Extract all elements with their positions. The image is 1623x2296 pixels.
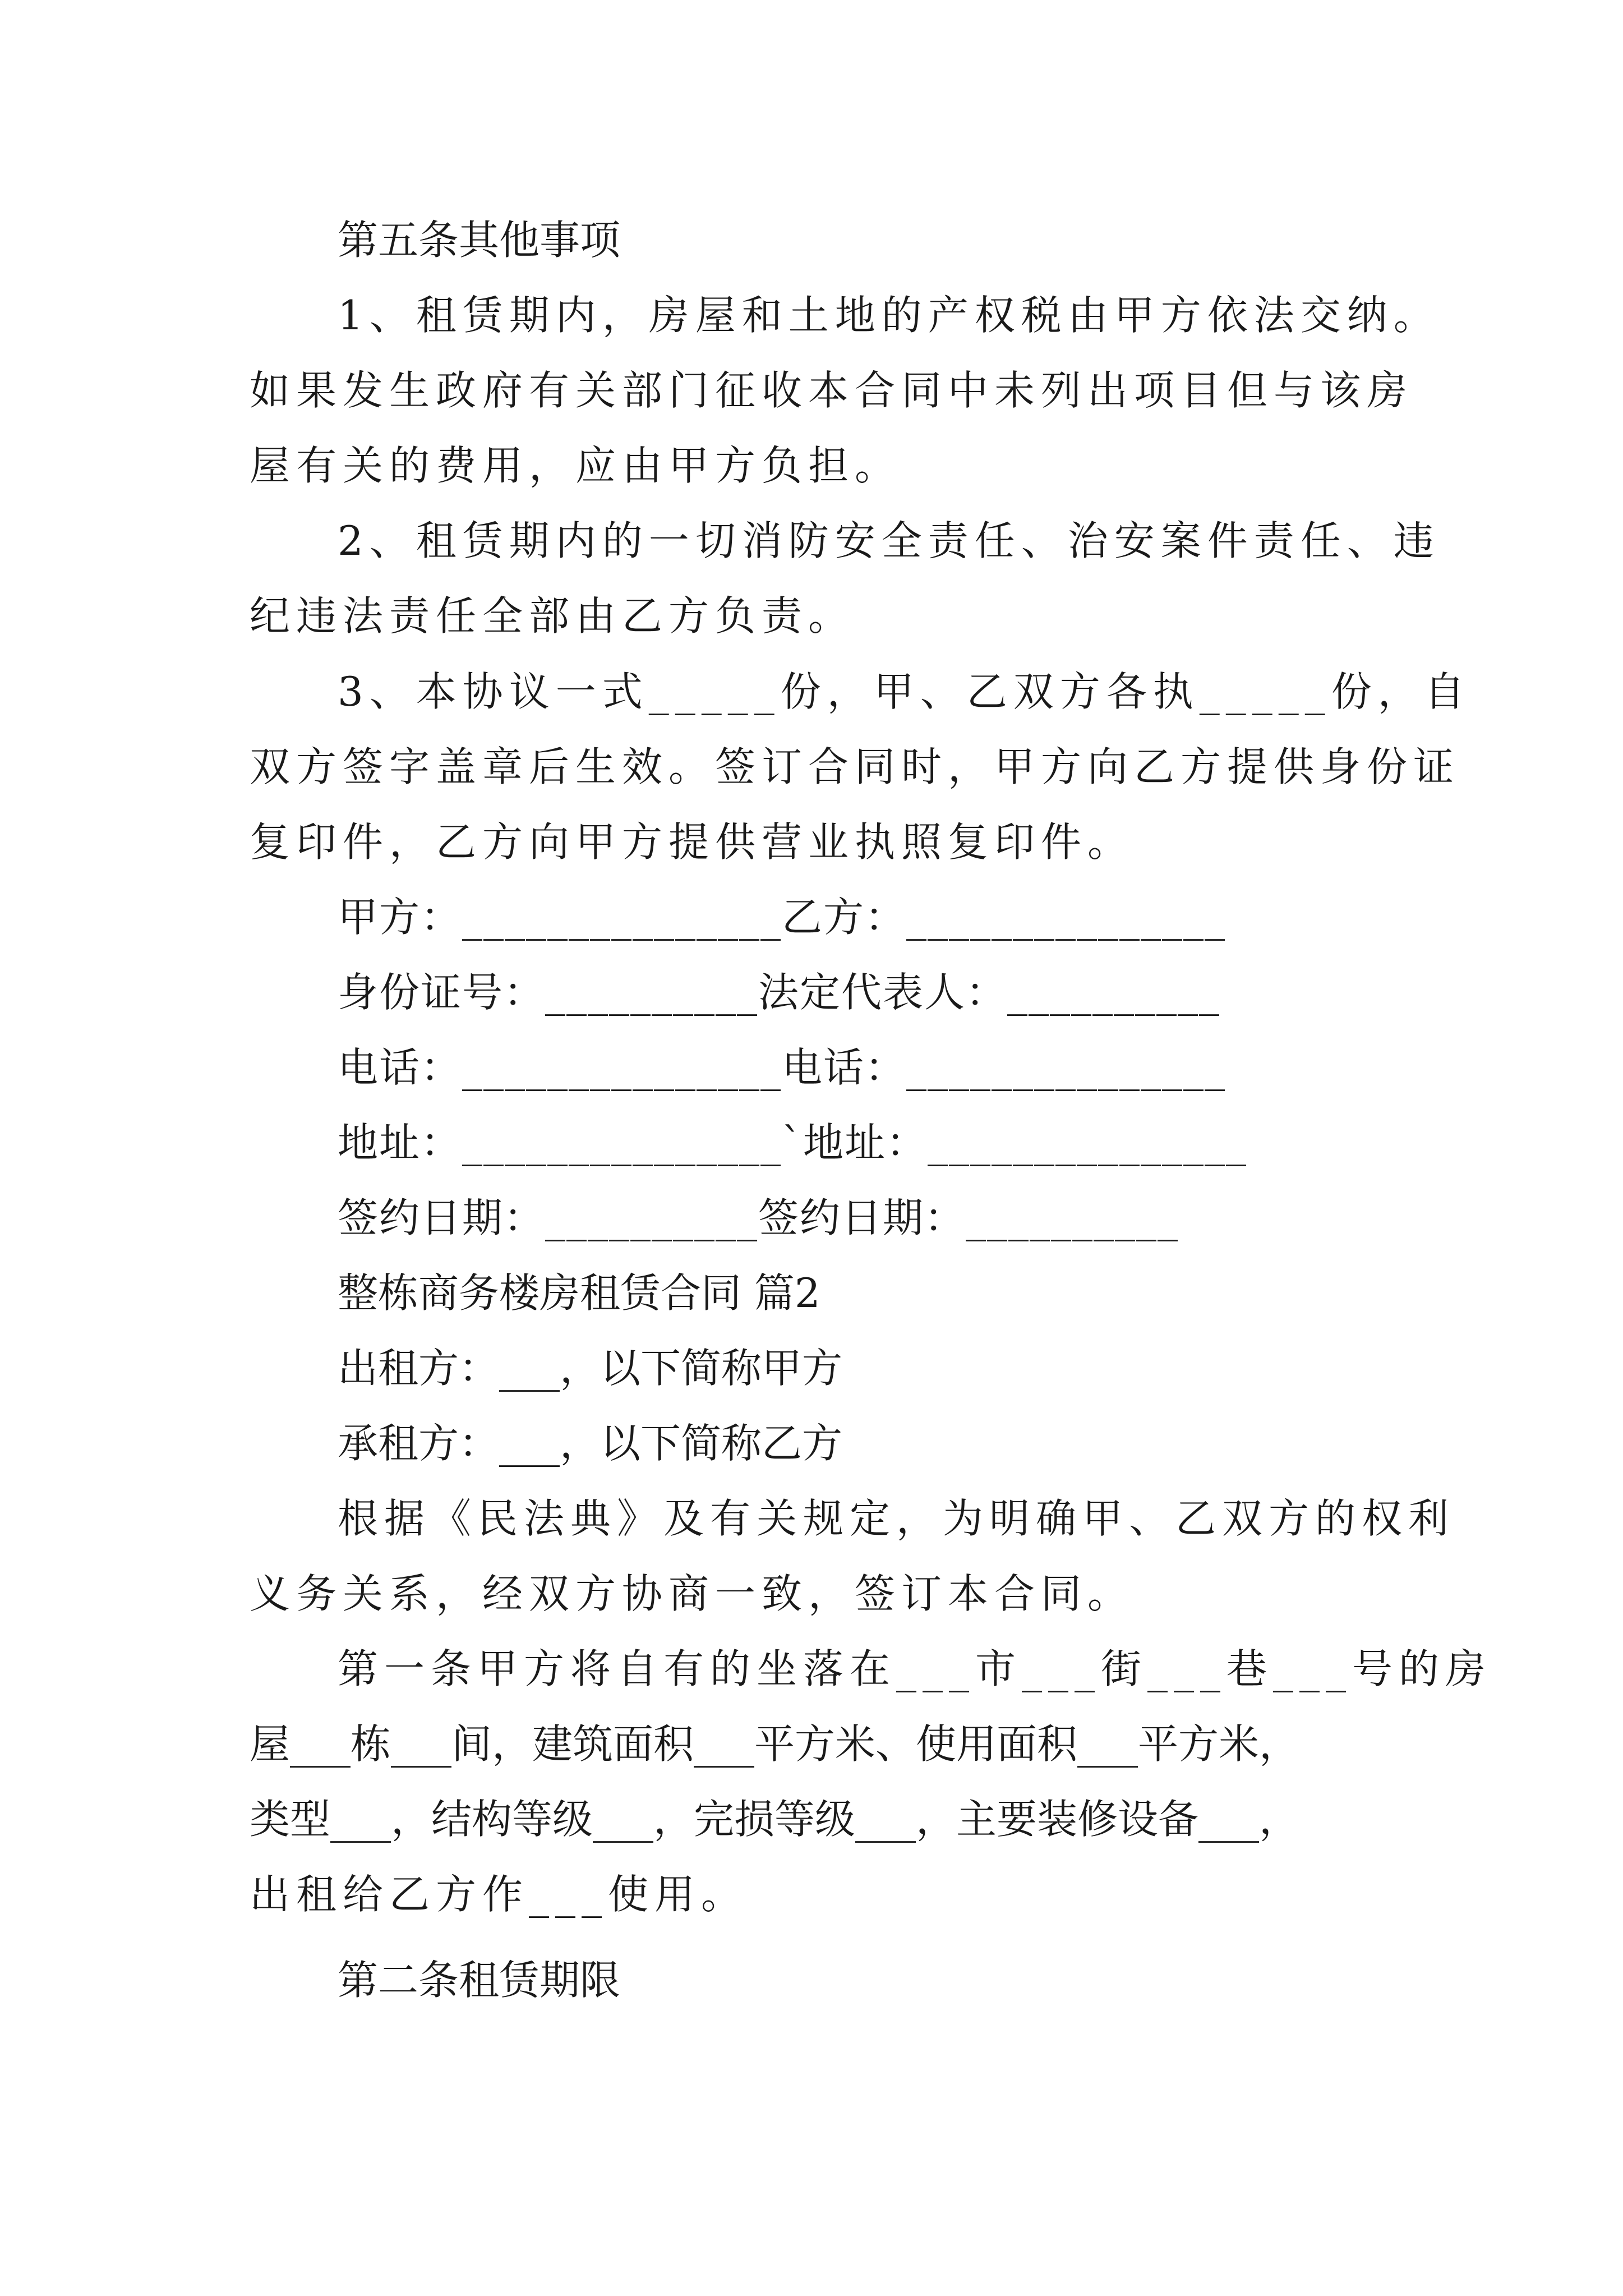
clause-5-3-line-3: 复印件，乙方向甲方提供营业执照复印件。 [250, 818, 1135, 866]
party-a-b-signature-line: 甲方：_______________乙方：_______________ [338, 894, 1227, 941]
signing-date-line: 签约日期：__________签约日期：__________ [338, 1194, 1179, 1241]
id-representative-line: 身份证号：__________法定代表人：__________ [338, 969, 1221, 1016]
clause-5-2-line-2: 纪违法责任全部由乙方负责。 [250, 592, 855, 639]
clause-5-3-line-2: 双方签字盖章后生效。签订合同时，甲方向乙方提供身份证 [250, 743, 1460, 790]
address-line: 地址：_______________`地址：_______________ [338, 1119, 1248, 1166]
contract-2-title: 整栋商务楼房租赁合同 篇2 [338, 1269, 820, 1317]
preamble-line-1: 根据《民法典》及有关规定，为明确甲、乙双方的权利 [338, 1495, 1455, 1542]
clause-5-1-line-2: 如果发生政府有关部门征收本合同中未列出项目但与该房 [250, 367, 1414, 414]
article-1-line-2: 屋___栋___间，建筑面积___平方米、使用面积___平方米， [250, 1720, 1300, 1768]
lessor-line: 出租方：___，以下简称甲方 [338, 1345, 843, 1392]
clause-5-3-line-1: 3、本协议一式_____份，甲、乙双方各执_____份，自 [338, 668, 1471, 715]
article-1-line-4: 出租给乙方作___使用。 [250, 1871, 748, 1918]
preamble-line-2: 义务关系，经双方协商一致，签订本合同。 [250, 1570, 1135, 1617]
article-1-line-1: 第一条甲方将自有的坐落在___市___街___巷___号的房 [338, 1645, 1492, 1692]
article-5-heading: 第五条其他事项 [338, 217, 621, 264]
lessee-line: 承租方：___，以下简称乙方 [338, 1420, 843, 1467]
clause-5-1-line-1: 1、租赁期内，房屋和土地的产权税由甲方依法交纳。 [338, 292, 1440, 339]
article-2-heading: 第二条租赁期限 [338, 1957, 621, 2004]
clause-5-2-line-1: 2、租赁期内的一切消防安全责任、治安案件责任、违 [338, 517, 1440, 564]
article-1-line-3: 类型___，结构等级___，完损等级___，主要装修设备___， [250, 1796, 1300, 1843]
clause-5-1-line-3: 屋有关的费用，应由甲方负担。 [250, 442, 902, 489]
phone-line: 电话：_______________电话：_______________ [338, 1044, 1227, 1091]
